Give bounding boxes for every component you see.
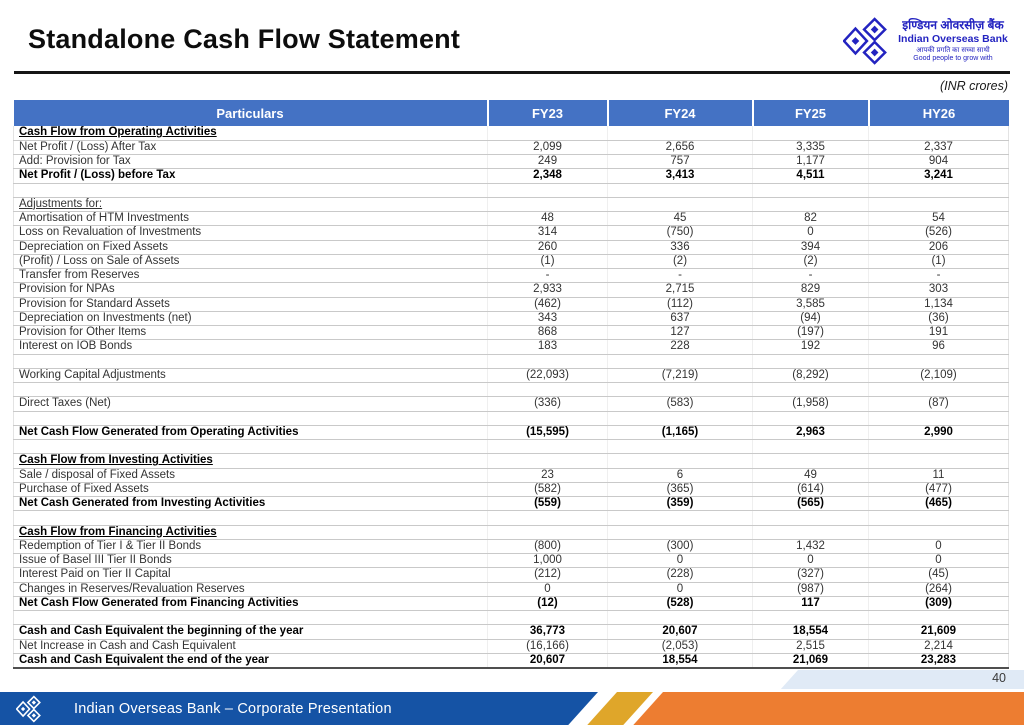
cell-value [488,511,608,525]
iob-diamond-logo-icon [843,16,889,66]
row-label: Provision for Standard Assets [14,297,488,311]
cell-value [608,183,753,197]
cell-value: (94) [753,311,869,325]
cell-value [869,183,1009,197]
row-label: Net Cash Flow Generated from Financing Activities [14,596,488,610]
cell-value: (87) [869,397,1009,411]
cell-value: 11 [869,468,1009,482]
table-row [14,368,1009,382]
cell-value: 96 [869,340,1009,354]
row-label [14,183,488,197]
cash-flow-table [13,100,1009,669]
cell-value: 21,069 [753,653,869,668]
cell-value: (1) [488,254,608,268]
cell-value: 303 [869,283,1009,297]
row-label [14,411,488,425]
cell-value: (16,166) [488,639,608,653]
title-divider [14,71,1010,74]
row-label: Provision for Other Items [14,326,488,340]
cell-value: (477) [869,482,1009,496]
cell-value: (582) [488,482,608,496]
cell-value: - [753,269,869,283]
cell-value: 3,241 [869,169,1009,183]
cell-value: (2,053) [608,639,753,653]
cell-value: 18,554 [608,653,753,668]
cell-value [608,525,753,539]
table-row [14,212,1009,226]
row-label: Cash and Cash Equivalent the end of the year [14,653,488,668]
cell-value: 0 [869,539,1009,553]
row-label: Cash and Cash Equivalent the beginning of the year [14,625,488,639]
cell-value: 4,511 [753,169,869,183]
cell-value: (583) [608,397,753,411]
cell-value: 45 [608,212,753,226]
cell-value: (1,165) [608,425,753,439]
cell-value [488,383,608,397]
table-row [14,425,1009,439]
cell-value [488,183,608,197]
cell-value [753,440,869,454]
row-label: Working Capital Adjustments [14,368,488,382]
cell-value: (12) [488,596,608,610]
cell-value: (614) [753,482,869,496]
cell-value: (987) [753,582,869,596]
table-row [14,155,1009,169]
row-label: Depreciation on Fixed Assets [14,240,488,254]
cell-value: 36,773 [488,625,608,639]
cell-value: (264) [869,582,1009,596]
cell-value: 2,099 [488,140,608,154]
cell-value: (8,292) [753,368,869,382]
cell-value: 3,335 [753,140,869,154]
cell-value: 260 [488,240,608,254]
cell-value: (462) [488,297,608,311]
table-row [14,625,1009,639]
table-row [14,183,1009,197]
cell-value [869,411,1009,425]
cell-value: 54 [869,212,1009,226]
row-label: Net Cash Flow Generated from Operating Activities [14,425,488,439]
row-label [14,440,488,454]
cell-value [608,126,753,140]
cell-value: 1,000 [488,554,608,568]
row-label: Add: Provision for Tax [14,155,488,169]
cell-value: 2,715 [608,283,753,297]
cell-value: 1,432 [753,539,869,553]
cell-value: (22,093) [488,368,608,382]
table-row [14,554,1009,568]
cell-value [488,354,608,368]
cell-value: 2,214 [869,639,1009,653]
cell-value: 2,656 [608,140,753,154]
cell-value [608,383,753,397]
table-row [14,354,1009,368]
cell-value: 48 [488,212,608,226]
table-row [14,169,1009,183]
cell-value [488,126,608,140]
cell-value: 49 [753,468,869,482]
footer-orange-stripe [633,692,1024,725]
bank-name-hindi: इण्डियन ओवरसीज़ बैंक [902,18,1004,33]
footer-iob-diamond-logo-icon [16,695,42,723]
cell-value: 206 [869,240,1009,254]
cell-value [753,183,869,197]
cell-value: (2) [753,254,869,268]
cell-value: 228 [608,340,753,354]
cell-value: 829 [753,283,869,297]
cell-value: 0 [869,554,1009,568]
cell-value: 183 [488,340,608,354]
cell-value: 0 [608,554,753,568]
cell-value: (526) [869,226,1009,240]
row-label [14,611,488,625]
footer-bar [0,692,1024,725]
table-row [14,397,1009,411]
cell-value [608,197,753,211]
cell-value: (359) [608,497,753,511]
cell-value: (212) [488,568,608,582]
cell-value: 1,134 [869,297,1009,311]
row-label: Interest on IOB Bonds [14,340,488,354]
table-row [14,511,1009,525]
cell-value [753,525,869,539]
column-header-fy24: FY24 [608,100,753,126]
table-row [14,254,1009,268]
cell-value: 868 [488,326,608,340]
table-row [14,283,1009,297]
cell-value: 82 [753,212,869,226]
cell-value [488,454,608,468]
cell-value: 20,607 [488,653,608,668]
table-row [14,326,1009,340]
cell-value [869,440,1009,454]
cell-value: 0 [753,554,869,568]
cell-value: (750) [608,226,753,240]
row-label: Transfer from Reserves [14,269,488,283]
table-row [14,240,1009,254]
row-label: Net Profit / (Loss) After Tax [14,140,488,154]
table-row [14,611,1009,625]
bank-tagline-hindi: आपकी प्रगति का सच्चा साथी [916,46,990,54]
cell-value: 2,933 [488,283,608,297]
footer-caption: Indian Overseas Bank – Corporate Presentation [74,700,392,717]
cell-value: 757 [608,155,753,169]
cell-value: (300) [608,539,753,553]
cell-value: (112) [608,297,753,311]
row-label: Net Profit / (Loss) before Tax [14,169,488,183]
cell-value: 249 [488,155,608,169]
cell-value: (528) [608,596,753,610]
table-row [14,539,1009,553]
cell-value: (336) [488,397,608,411]
table-row [14,311,1009,325]
cell-value [753,411,869,425]
cell-value: 3,585 [753,297,869,311]
table-row [14,226,1009,240]
cell-value: (2,109) [869,368,1009,382]
row-label: Changes in Reserves/Revaluation Reserves [14,582,488,596]
cell-value: 117 [753,596,869,610]
row-label [14,383,488,397]
cell-value [753,611,869,625]
cell-value [753,126,869,140]
cell-value: 637 [608,311,753,325]
row-label: Net Increase in Cash and Cash Equivalent [14,639,488,653]
row-label: (Profit) / Loss on Sale of Assets [14,254,488,268]
table-row [14,297,1009,311]
cell-value [488,411,608,425]
cell-value [869,454,1009,468]
cell-value: - [488,269,608,283]
cell-value: (559) [488,497,608,511]
cell-value: 0 [608,582,753,596]
cell-value: 3,413 [608,169,753,183]
row-label: Sale / disposal of Fixed Assets [14,468,488,482]
row-label: Amortisation of HTM Investments [14,212,488,226]
cell-value [488,611,608,625]
table-row [14,269,1009,283]
cell-value: 21,609 [869,625,1009,639]
cell-value: 23 [488,468,608,482]
row-label: Issue of Basel III Tier II Bonds [14,554,488,568]
cell-value: (365) [608,482,753,496]
row-label: Cash Flow from Operating Activities [14,126,488,140]
cell-value: 394 [753,240,869,254]
row-label: Direct Taxes (Net) [14,397,488,411]
row-label: Cash Flow from Financing Activities [14,525,488,539]
cell-value [753,454,869,468]
cell-value: 904 [869,155,1009,169]
cell-value [608,440,753,454]
cell-value: (327) [753,568,869,582]
units-note: (INR crores) [939,79,1008,93]
cell-value [869,354,1009,368]
cell-value: 343 [488,311,608,325]
table-row [14,482,1009,496]
cell-value: (36) [869,311,1009,325]
cell-value: 2,990 [869,425,1009,439]
table-header-row [14,100,1009,126]
cell-value: 314 [488,226,608,240]
table-row [14,582,1009,596]
cell-value: 20,607 [608,625,753,639]
cell-value: 2,515 [753,639,869,653]
cell-value [488,525,608,539]
cell-value: 23,283 [869,653,1009,668]
cell-value [608,411,753,425]
bank-name-english: Indian Overseas Bank [898,32,1008,45]
row-label [14,511,488,525]
cell-value: (228) [608,568,753,582]
cell-value [869,126,1009,140]
cell-value: 336 [608,240,753,254]
column-header-particulars: Particulars [14,100,488,126]
row-label: Loss on Revaluation of Investments [14,226,488,240]
cell-value: 1,177 [753,155,869,169]
cell-value: 2,963 [753,425,869,439]
cell-value [869,511,1009,525]
cell-value: 0 [488,582,608,596]
cell-value [753,354,869,368]
cell-value [869,197,1009,211]
cell-value: (197) [753,326,869,340]
cell-value [869,525,1009,539]
row-label: Adjustments for: [14,197,488,211]
cell-value: (1,958) [753,397,869,411]
table-row [14,411,1009,425]
cell-value: - [608,269,753,283]
table-row [14,197,1009,211]
table-row [14,525,1009,539]
cell-value [869,611,1009,625]
bank-tagline-english: Good people to grow with [913,54,993,62]
row-label [14,354,488,368]
table-row [14,653,1009,668]
table-row [14,596,1009,610]
cell-value: 192 [753,340,869,354]
table-row [14,497,1009,511]
cell-value: (465) [869,497,1009,511]
cell-value [608,511,753,525]
cell-value [608,354,753,368]
cell-value [753,383,869,397]
row-label: Provision for NPAs [14,283,488,297]
bank-logo [843,16,1012,66]
cell-value: (45) [869,568,1009,582]
page-number: 40 [992,671,1006,685]
row-label: Cash Flow from Investing Activities [14,454,488,468]
table-row [14,126,1009,140]
row-label: Purchase of Fixed Assets [14,482,488,496]
cell-value: (309) [869,596,1009,610]
table-row [14,140,1009,154]
column-header-fy23: FY23 [488,100,608,126]
table-row [14,454,1009,468]
table-row [14,568,1009,582]
cell-value: (800) [488,539,608,553]
table-row [14,383,1009,397]
row-label: Net Cash Generated from Investing Activities [14,497,488,511]
cell-value [753,511,869,525]
row-label: Redemption of Tier I & Tier II Bonds [14,539,488,553]
page-number-accent-band [781,670,1024,689]
column-header-hy26: HY26 [869,100,1009,126]
cell-value [488,440,608,454]
cell-value: (2) [608,254,753,268]
column-header-fy25: FY25 [753,100,869,126]
row-label: Depreciation on Investments (net) [14,311,488,325]
cell-value: (1) [869,254,1009,268]
cell-value: 2,337 [869,140,1009,154]
cell-value: 6 [608,468,753,482]
cell-value: 127 [608,326,753,340]
page-title: Standalone Cash Flow Statement [28,24,461,54]
cell-value [608,454,753,468]
table-row [14,468,1009,482]
cell-value: 191 [869,326,1009,340]
cell-value [608,611,753,625]
cell-value [753,197,869,211]
cell-value: 2,348 [488,169,608,183]
cell-value: (565) [753,497,869,511]
table-row [14,440,1009,454]
cell-value: 0 [753,226,869,240]
cell-value [869,383,1009,397]
cell-value: (7,219) [608,368,753,382]
cash-flow-table-container [13,100,1008,669]
row-label: Interest Paid on Tier II Capital [14,568,488,582]
cell-value: - [869,269,1009,283]
table-row [14,340,1009,354]
table-row [14,639,1009,653]
cell-value: 18,554 [753,625,869,639]
cell-value: (15,595) [488,425,608,439]
cell-value [488,197,608,211]
